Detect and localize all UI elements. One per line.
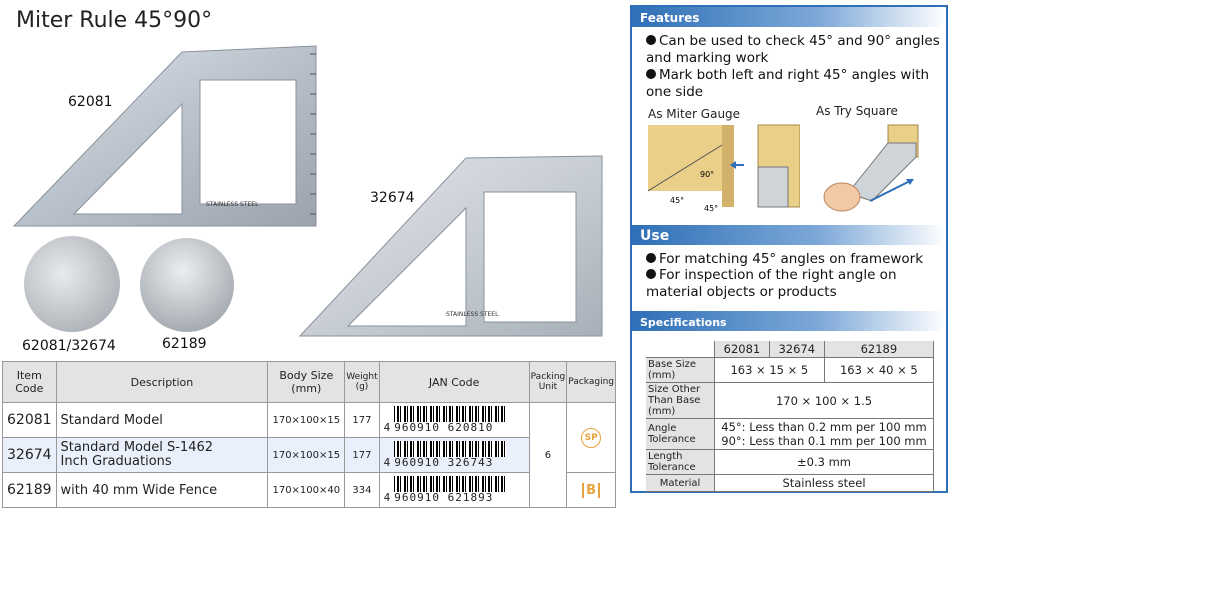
miter-gauge-illustration (648, 123, 800, 211)
barcode-bars (394, 441, 506, 457)
cell-jan (379, 473, 529, 508)
ruler-text-b: STAINLESS STEEL (446, 311, 499, 318)
bullet-icon (646, 69, 656, 79)
mark-45-b: 45° (704, 204, 719, 211)
barcode-bars (394, 406, 506, 422)
specifications-heading: Specifications (640, 316, 727, 329)
feature-text: Mark both left and right 45° angles with one side (646, 67, 930, 100)
spec-corner (646, 341, 715, 358)
barcode-prefix: 4 (383, 491, 391, 504)
packaging-b-icon: B (582, 483, 600, 498)
table-row (3, 403, 616, 438)
mark-45-a: 45° (670, 196, 685, 205)
cell-code: 62081 (3, 403, 57, 438)
closeup-image-b (140, 238, 234, 332)
spec-label: Size Other Than Base (mm) (646, 383, 715, 419)
closeup-image-a (24, 236, 120, 332)
feature-item (646, 67, 942, 101)
cell-description: Standard Model S-1462 Inch Graduations (56, 438, 268, 473)
bullet-icon (646, 35, 656, 45)
cell-description: Standard Model (56, 403, 268, 438)
info-panel (630, 5, 948, 493)
figure-a-label: As Miter Gauge (648, 107, 741, 121)
spec-value (715, 419, 934, 450)
header-body-size: Body Size (mm) (268, 362, 345, 403)
barcode-prefix: 4 (383, 456, 391, 469)
page-title: Miter Rule 45°90° (16, 8, 213, 33)
spec-value: ±0.3 mm (715, 450, 934, 475)
spec-value: 163 × 15 × 5 (715, 358, 825, 383)
spec-label: Angle Tolerance (646, 419, 715, 450)
table-row (3, 473, 616, 508)
spec-col: 32674 (769, 341, 824, 358)
barcode-digits: 960910 326743 (394, 456, 494, 469)
barcode-digits: 960910 621893 (394, 491, 494, 504)
miter-rule-32674-image (296, 152, 608, 338)
product-label-62081: 62081 (68, 94, 113, 110)
bullet-icon (646, 269, 656, 279)
ruler-text-a: STAINLESS STEEL (206, 201, 259, 208)
use-text: For matching 45° angles on framework (659, 251, 924, 267)
closeup-label-a: 62081/32674 (22, 338, 116, 354)
barcode-prefix: 4 (383, 421, 391, 434)
cell-weight: 177 (345, 438, 379, 473)
use-text: For inspection of the right angle on material objects or products (646, 267, 897, 300)
barcode-bars (394, 476, 506, 492)
figure-b-label: As Try Square (816, 104, 898, 118)
closeup-label-b: 62189 (162, 336, 207, 352)
spec-value: 163 × 40 × 5 (824, 358, 933, 383)
barcode (384, 476, 525, 504)
barcode (384, 406, 525, 434)
header-weight: Weight (g) (345, 362, 379, 403)
header-packing-unit: Packing Unit (529, 362, 567, 403)
packaging-sp-icon: SP (581, 428, 601, 448)
spec-value: 170 × 100 × 1.5 (715, 383, 934, 419)
cell-code: 32674 (3, 438, 57, 473)
cell-jan (379, 403, 529, 438)
feature-text: Can be used to check 45° and 90° angles and marking work (646, 33, 940, 66)
cell-packing-unit: 6 (529, 403, 567, 508)
table-row (3, 438, 616, 473)
use-item (646, 251, 942, 268)
cell-packaging-b (567, 473, 616, 508)
cell-weight: 334 (345, 473, 379, 508)
barcode (384, 441, 525, 469)
spec-label: Length Tolerance (646, 450, 715, 475)
cell-weight: 177 (345, 403, 379, 438)
spec-label: Material (646, 475, 715, 492)
miter-rule-62081-image (10, 44, 322, 228)
barcode-digits: 960910 620810 (394, 421, 494, 434)
features-heading: Features (640, 11, 700, 25)
spec-col: 62081 (715, 341, 770, 358)
spec-label: Base Size (mm) (646, 358, 715, 383)
use-header (632, 225, 946, 245)
specifications-header (632, 311, 946, 331)
cell-size: 170×100×15 (268, 403, 345, 438)
feature-item (646, 33, 942, 67)
specifications-table (646, 341, 934, 492)
header-description: Description (56, 362, 268, 403)
cell-jan (379, 438, 529, 473)
cell-packaging-sp (567, 403, 616, 473)
cell-size: 170×100×40 (268, 473, 345, 508)
header-item-code: Item Code (3, 362, 57, 403)
spec-col: 62189 (824, 341, 933, 358)
features-header (632, 7, 946, 27)
spec-line: 45°: Less than 0.2 mm per 100 mm (721, 420, 927, 434)
header-jan-code: JAN Code (379, 362, 529, 403)
cell-size: 170×100×15 (268, 438, 345, 473)
try-square-illustration (818, 123, 936, 215)
cell-description: with 40 mm Wide Fence (56, 473, 268, 508)
cell-code: 62189 (3, 473, 57, 508)
use-heading: Use (640, 228, 670, 244)
use-item (646, 267, 942, 301)
spec-value: Stainless steel (715, 475, 934, 492)
bullet-icon (646, 253, 656, 263)
product-label-32674: 32674 (370, 190, 415, 206)
mark-90: 90° (700, 170, 715, 179)
header-packaging: Packaging (567, 362, 616, 403)
spec-line: 90°: Less than 0.1 mm per 100 mm (721, 434, 927, 448)
product-table (2, 361, 616, 508)
